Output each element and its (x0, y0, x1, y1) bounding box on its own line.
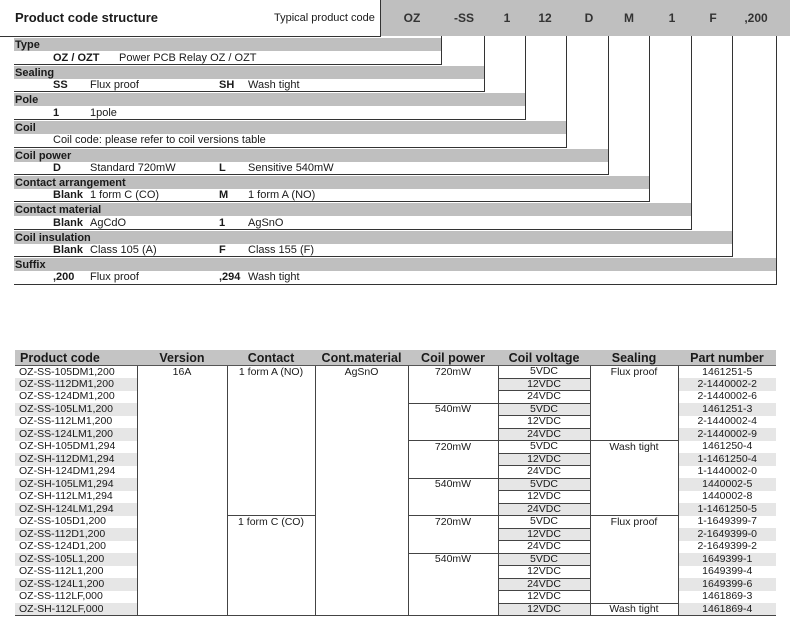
cell-material: AgSnO (315, 366, 408, 379)
cell-part-number: 2-1649399-0 (678, 528, 776, 541)
cell-contact: 1 form A (NO) (227, 366, 315, 379)
cell-coil-power (408, 541, 498, 554)
cell-sealing (590, 403, 678, 416)
table-row (15, 516, 776, 529)
cell-coil-power: 720mW (408, 441, 498, 454)
cell-contact (227, 578, 315, 591)
cell-version (137, 553, 227, 566)
desc-coil-insulation-blank: Class 105 (A) (90, 244, 157, 256)
cell-coil-voltage: 24VDC (498, 578, 590, 591)
cell-coil-power (408, 528, 498, 541)
cell-contact (227, 403, 315, 416)
cell-version (137, 466, 227, 479)
cell-sealing (590, 378, 678, 391)
cell-product-code: OZ-SS-112L1,200 (19, 565, 104, 578)
cell-contact (227, 566, 315, 579)
code-contact-material-blank: Blank (53, 217, 83, 229)
cell-coil-voltage: 12VDC (498, 416, 590, 429)
cell-contact (227, 428, 315, 441)
cell-sealing: Flux proof (590, 366, 678, 379)
desc-suffix-294: Wash tight (248, 271, 300, 283)
cell-coil-power (408, 453, 498, 466)
section-label-suffix: Suffix (15, 259, 46, 271)
cell-version (137, 603, 227, 616)
code-pole: 1 (53, 107, 60, 119)
section-label-sealing: Sealing (15, 67, 55, 79)
cell-coil-power: 540mW (408, 478, 498, 491)
cell-part-number: 1461869-4 (678, 603, 776, 616)
bracket-vline-type (441, 36, 442, 64)
cell-product-code: OZ-SH-112DM1,294 (15, 453, 137, 466)
desc-type: Power PCB Relay OZ / OZT (119, 52, 257, 64)
cell-coil-power (408, 603, 498, 616)
section-label-coil: Coil (15, 122, 36, 134)
code-segment-contact-arrangement: M (624, 11, 634, 25)
desc-coil-insulation-f: Class 155 (F) (248, 244, 315, 256)
cell-contact (227, 441, 315, 454)
cell-contact (227, 416, 315, 429)
cell-version (137, 428, 227, 441)
code-contact-arrangement-blank: Blank (53, 189, 83, 201)
cell-coil-voltage: 12VDC (498, 591, 590, 604)
cell-coil-power (408, 466, 498, 479)
cell-coil-voltage: 12VDC (498, 528, 590, 541)
cell-coil-voltage: 24VDC (498, 428, 590, 441)
cell-coil-power (408, 378, 498, 391)
bracket-hline-suffix (14, 284, 777, 285)
cell-material (315, 478, 408, 491)
cell-contact (227, 466, 315, 479)
table-row (15, 416, 776, 429)
cell-contact (227, 391, 315, 404)
desc-contact-material-blank: AgCdO (90, 217, 127, 229)
cell-sealing (590, 566, 678, 579)
cell-coil-voltage: 12VDC (498, 491, 590, 504)
cell-material (315, 578, 408, 591)
table-row (15, 566, 776, 579)
cell-version (137, 516, 227, 529)
cell-material (315, 403, 408, 416)
cell-sealing (590, 428, 678, 441)
code-coil-power-d: D (53, 162, 61, 174)
cell-version (137, 541, 227, 554)
cell-material (315, 416, 408, 429)
code-sealing-sh: SH (219, 79, 235, 91)
product-table (15, 350, 776, 616)
cell-part-number: 1-1649399-7 (678, 516, 776, 529)
code-segment-suffix: ,200 (744, 11, 768, 25)
cell-contact (227, 491, 315, 504)
cell-material (315, 528, 408, 541)
desc-pole: 1pole (90, 107, 117, 119)
desc-contact-arrangement-m: 1 form A (NO) (248, 189, 316, 201)
cell-coil-voltage: 5VDC (498, 516, 590, 529)
cell-product-code: OZ-SH-105DM1,294 (19, 440, 116, 453)
section-label-coil-power: Coil power (15, 150, 72, 162)
section-bar-contact-material (14, 203, 691, 216)
cell-version (137, 416, 227, 429)
cell-material (315, 441, 408, 454)
cell-version (137, 578, 227, 591)
cell-coil-power (408, 416, 498, 429)
cell-product-code: OZ-SH-112LF,000 (15, 603, 137, 616)
table-header-row (15, 350, 776, 366)
table-row (15, 441, 776, 454)
cell-sealing (590, 578, 678, 591)
section-bar-type (14, 38, 441, 51)
cell-contact (227, 528, 315, 541)
cell-contact: 1 form C (CO) (227, 516, 315, 529)
cell-material (315, 553, 408, 566)
header-cont-material: Cont.material (315, 350, 408, 366)
cell-version (137, 403, 227, 416)
code-segment-type: OZ (403, 11, 421, 25)
cell-part-number: 1649399-4 (678, 566, 776, 579)
table-row (15, 553, 776, 566)
cell-version (137, 378, 227, 391)
cell-version (137, 591, 227, 604)
cell-version (137, 391, 227, 404)
table-row (15, 466, 776, 479)
header-product-code: Product code (15, 350, 137, 366)
cell-version (137, 503, 227, 516)
cell-coil-voltage: 24VDC (498, 391, 590, 404)
table-row (15, 528, 776, 541)
table-row (15, 591, 776, 604)
table-row (15, 578, 776, 591)
section-label-contact-arrangement: Contact arrangement (15, 177, 126, 189)
cell-coil-power (408, 578, 498, 591)
cell-part-number: 1461251-3 (678, 403, 776, 416)
desc-contact-arrangement-blank: 1 form C (CO) (90, 189, 160, 201)
section-bar-coil (14, 121, 566, 134)
bracket-vline-contact-material (691, 36, 692, 229)
cell-coil-power (408, 591, 498, 604)
section-bar-pole (14, 93, 525, 106)
cell-part-number: 2-1440002-4 (678, 416, 776, 429)
bracket-hline-contact-material (14, 229, 692, 230)
cell-sealing (590, 453, 678, 466)
section-bar-coil-power (14, 149, 608, 162)
code-segment-pole: 1 (503, 11, 511, 25)
cell-contact (227, 378, 315, 391)
table-row (15, 453, 776, 466)
cell-coil-voltage: 5VDC (498, 366, 590, 379)
table-row (15, 503, 776, 516)
cell-coil-voltage: 5VDC (498, 441, 590, 454)
cell-product-code: OZ-SS-105DM1,200 (19, 365, 115, 378)
cell-product-code: OZ-SS-112DM1,200 (15, 378, 137, 391)
cell-coil-power: 540mW (408, 403, 498, 416)
code-coil-insulation-f: F (219, 244, 226, 256)
cell-part-number: 1-1461250-4 (678, 453, 776, 466)
section-bar-suffix (14, 258, 776, 271)
cell-part-number: 2-1440002-6 (678, 391, 776, 404)
header-sealing: Sealing (590, 350, 678, 366)
desc-coil-power-l: Sensitive 540mW (248, 162, 334, 174)
desc-suffix-200: Flux proof (90, 271, 139, 283)
table-row (15, 403, 776, 416)
cell-part-number: 1-1461250-5 (678, 503, 776, 516)
bracket-vline-coil-power (608, 36, 609, 174)
bracket-hline-coil-power (14, 174, 609, 175)
section-label-contact-material: Contact material (15, 204, 102, 216)
cell-product-code: OZ-SS-105LM1,200 (15, 403, 137, 416)
table-row (15, 603, 776, 616)
cell-sealing (590, 466, 678, 479)
cell-coil-power (408, 391, 498, 404)
cell-part-number: 1461869-3 (678, 591, 776, 604)
cell-product-code: OZ-SH-124DM1,294 (19, 465, 116, 478)
code-segment-coil-insulation: F (709, 11, 717, 25)
table-row (15, 478, 776, 491)
desc-sealing-ss: Flux proof (90, 79, 139, 91)
code-segment-coil-power: D (584, 11, 594, 25)
cell-sealing (590, 541, 678, 554)
cell-sealing (590, 478, 678, 491)
cell-material (315, 466, 408, 479)
cell-sealing (590, 528, 678, 541)
cell-coil-voltage: 5VDC (498, 478, 590, 491)
cell-version (137, 441, 227, 454)
cell-product-code: OZ-SS-105D1,200 (19, 515, 106, 528)
cell-part-number: 1649399-6 (678, 578, 776, 591)
bracket-vline-sealing (484, 36, 485, 92)
desc-coil: Coil code: please refer to coil versions table (53, 134, 266, 146)
cell-material (315, 516, 408, 529)
cell-coil-power: 720mW (408, 516, 498, 529)
cell-part-number: 2-1440002-2 (678, 378, 776, 391)
code-contact-material-1: 1 (219, 217, 226, 229)
code-coil-power-l: L (219, 162, 226, 174)
table-row (15, 366, 776, 379)
cell-coil-voltage: 12VDC (498, 453, 590, 466)
cell-coil-voltage: 5VDC (498, 553, 590, 566)
section-label-pole: Pole (15, 94, 39, 106)
code-coil-insulation-blank: Blank (53, 244, 83, 256)
cell-product-code: OZ-SS-112LM1,200 (19, 415, 113, 428)
bracket-hline-contact-arrangement (14, 201, 650, 202)
cell-part-number: 1649399-1 (678, 553, 776, 566)
cell-part-number: 1440002-8 (678, 491, 776, 504)
cell-sealing (590, 391, 678, 404)
cell-material (315, 378, 408, 391)
cell-version: 16A (137, 366, 227, 379)
table-row (15, 541, 776, 554)
cell-coil-power: 720mW (408, 366, 498, 379)
code-contact-arrangement-m: M (219, 189, 229, 201)
cell-coil-power (408, 503, 498, 516)
table-row (15, 391, 776, 404)
code-sealing-ss: SS (53, 79, 68, 91)
cell-part-number: 1440002-5 (678, 478, 776, 491)
cell-coil-voltage: 12VDC (498, 378, 590, 391)
code-suffix-200: ,200 (53, 271, 75, 283)
cell-version (137, 491, 227, 504)
cell-product-code: OZ-SS-112D1,200 (15, 528, 137, 541)
table-row (15, 428, 776, 441)
desc-sealing-sh: Wash tight (248, 79, 300, 91)
desc-coil-power-d: Standard 720mW (90, 162, 176, 174)
cell-product-code: OZ-SH-105LM1,294 (15, 478, 137, 491)
cell-part-number: 1-1440002-0 (678, 466, 776, 479)
header-version: Version (137, 350, 227, 366)
cell-material (315, 566, 408, 579)
cell-product-code: OZ-SS-105L1,200 (15, 553, 137, 566)
bracket-hline-type (14, 64, 442, 65)
cell-coil-voltage: 12VDC (498, 603, 590, 616)
cell-version (137, 528, 227, 541)
bracket-hline-coil (14, 147, 567, 148)
desc-contact-material-1: AgSnO (248, 217, 284, 229)
cell-product-code: OZ-SS-124LM1,200 (15, 428, 137, 441)
header-coil-voltage: Coil voltage (498, 350, 590, 366)
typical-code-label: Typical product code (274, 12, 375, 24)
cell-coil-voltage: 5VDC (498, 403, 590, 416)
cell-contact (227, 503, 315, 516)
cell-product-code: OZ-SS-124L1,200 (15, 578, 137, 591)
bracket-hline-pole (14, 119, 526, 120)
table-row (15, 491, 776, 504)
code-segment-contact-material: 1 (668, 11, 676, 25)
cell-product-code: OZ-SS-112LF,000 (19, 590, 103, 603)
cell-contact (227, 453, 315, 466)
section-label-coil-insulation: Coil insulation (15, 232, 91, 244)
cell-coil-voltage: 24VDC (498, 503, 590, 516)
cell-part-number: 1461250-4 (678, 441, 776, 454)
cell-sealing (590, 591, 678, 604)
bracket-hline-sealing (14, 91, 485, 92)
cell-coil-power (408, 491, 498, 504)
cell-material (315, 603, 408, 616)
cell-product-code: OZ-SH-124LM1,294 (15, 503, 137, 516)
cell-version (137, 478, 227, 491)
cell-sealing (590, 416, 678, 429)
cell-sealing: Flux proof (590, 516, 678, 529)
cell-contact (227, 478, 315, 491)
cell-material (315, 491, 408, 504)
cell-sealing: Wash tight (590, 603, 678, 616)
bracket-vline-contact-arrangement (649, 36, 650, 201)
cell-contact (227, 603, 315, 616)
bracket-hline-coil-insulation (14, 256, 733, 257)
cell-material (315, 428, 408, 441)
bracket-vline-suffix (776, 36, 777, 284)
cell-part-number: 1461251-5 (678, 366, 776, 379)
cell-contact (227, 591, 315, 604)
cell-material (315, 391, 408, 404)
cell-material (315, 453, 408, 466)
code-segment-sealing: -SS (453, 11, 474, 25)
code-type: OZ / OZT (53, 52, 100, 64)
header-part-number: Part number (678, 350, 776, 366)
cell-coil-voltage: 12VDC (498, 566, 590, 579)
cell-coil-power (408, 566, 498, 579)
cell-material (315, 503, 408, 516)
cell-coil-power (408, 428, 498, 441)
cell-contact (227, 541, 315, 554)
cell-part-number: 2-1440002-9 (678, 428, 776, 441)
cell-coil-voltage: 24VDC (498, 541, 590, 554)
table-row (15, 378, 776, 391)
cell-sealing (590, 503, 678, 516)
cell-version (137, 453, 227, 466)
section-bar-coil-insulation (14, 231, 732, 244)
code-suffix-294: ,294 (219, 271, 241, 283)
product-code-structure (0, 0, 790, 290)
section-label-type: Type (15, 39, 40, 51)
cell-coil-power: 540mW (408, 553, 498, 566)
cell-material (315, 541, 408, 554)
cell-version (137, 566, 227, 579)
cell-material (315, 591, 408, 604)
cell-product-code: OZ-SS-124D1,200 (19, 540, 106, 553)
bracket-vline-coil-insulation (732, 36, 733, 256)
cell-product-code: OZ-SS-124DM1,200 (19, 390, 115, 403)
header-contact: Contact (227, 350, 315, 366)
header-coil-power: Coil power (408, 350, 498, 366)
cell-part-number: 2-1649399-2 (678, 541, 776, 554)
cell-sealing: Wash tight (590, 441, 678, 454)
structure-title: Product code structure (15, 10, 159, 25)
bracket-vline-coil (566, 36, 567, 147)
cell-coil-voltage: 24VDC (498, 466, 590, 479)
cell-sealing (590, 491, 678, 504)
code-segment-coil: 12 (538, 11, 552, 25)
bracket-vline-pole (525, 36, 526, 119)
cell-contact (227, 553, 315, 566)
section-bar-sealing (14, 66, 484, 79)
cell-product-code: OZ-SH-112LM1,294 (19, 490, 113, 503)
cell-sealing (590, 553, 678, 566)
